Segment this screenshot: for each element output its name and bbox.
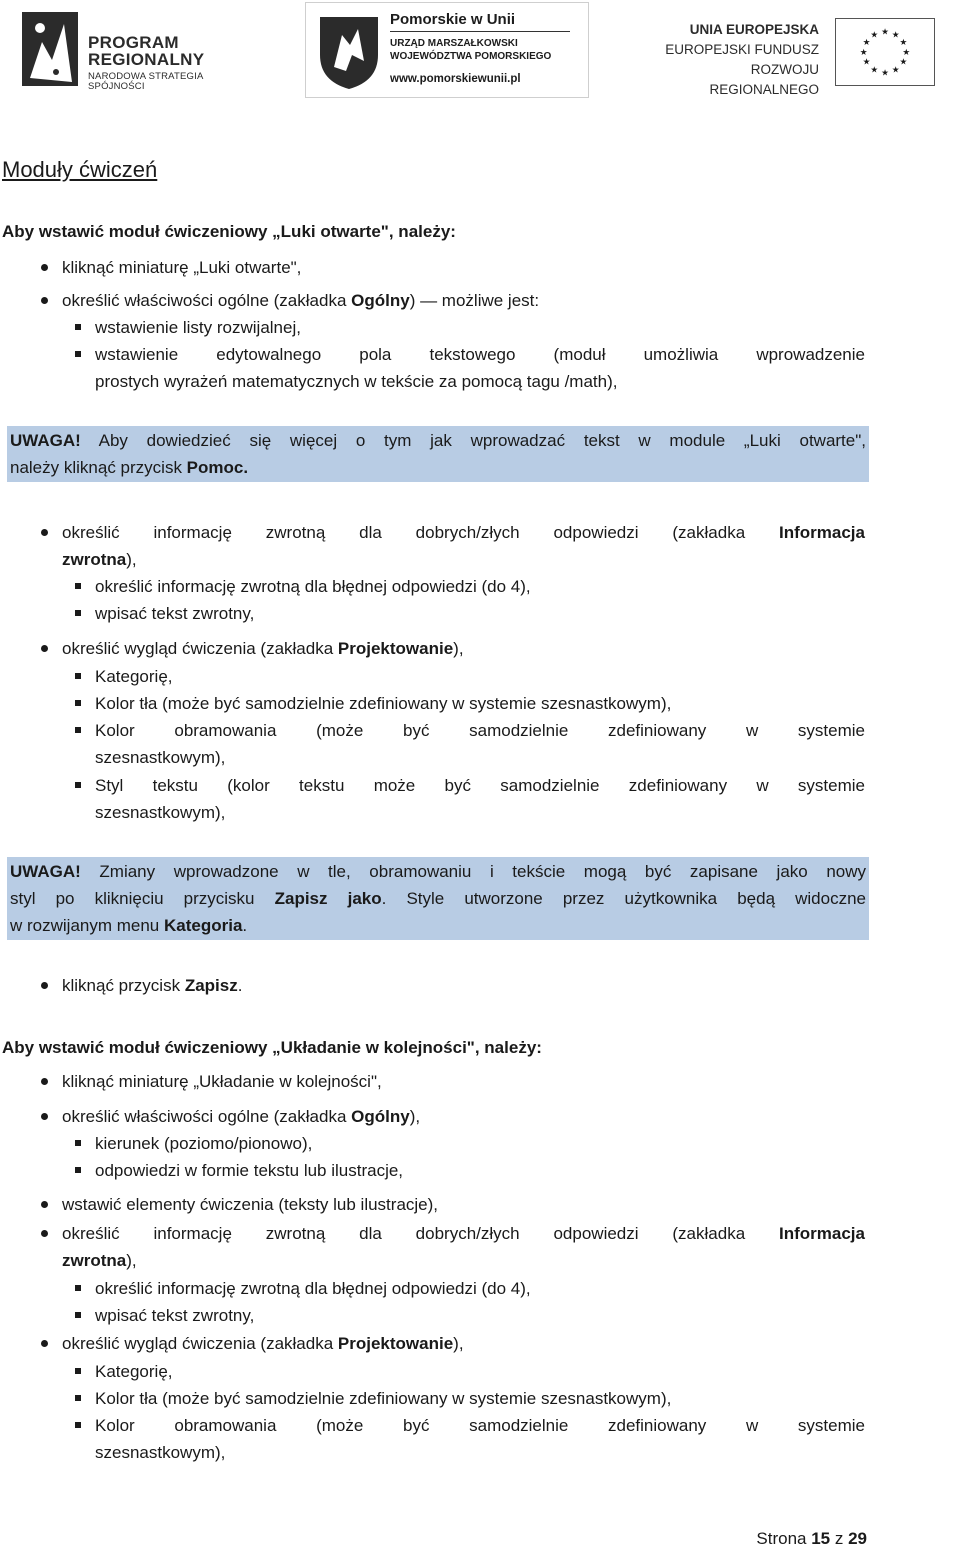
program-regionalny-logo <box>22 12 252 92</box>
s2-list-item-feedback-line2: zwrotna), <box>62 1251 137 1270</box>
eu-flag-icon <box>835 18 935 86</box>
note-box-styles <box>7 857 869 940</box>
s2-list-item-general-properties: określić właściwości ogólne (zakładka Ogólny), <box>62 1107 421 1126</box>
s1-subitem-category: Kategorię, <box>95 667 173 686</box>
bullet-square-icon <box>75 1422 81 1428</box>
note2-line3: w rozwijanym menu Kategoria. <box>10 916 248 935</box>
s1-subitem-feedback-text: wpisać tekst zwrotny, <box>95 604 255 623</box>
s1-subitem-dropdown: wstawienie listy rozwijalnej, <box>95 318 301 337</box>
note2-line1: UWAGA! Zmiany wprowadzone w tle, obramowaniu i tekście mogą być zapisane jako nowy <box>10 862 866 881</box>
section2-heading: Aby wstawić moduł ćwiczeniowy „Układanie w kolejności", należy: <box>2 1038 542 1057</box>
bullet-dot-icon <box>41 529 48 536</box>
program-logo-line3: NARODOWA STRATEGIA SPÓJNOŚCI <box>88 71 203 92</box>
s1-subitem-border-color-line1: Kolor obramowania (może być samodzielnie zdefiniowany w systemie <box>95 721 865 740</box>
section1-heading: Aby wstawić moduł ćwiczeniowy „Luki otwarte", należy: <box>2 222 456 241</box>
program-regionalny-emblem-icon <box>22 12 82 88</box>
svg-text:★: ★ <box>881 68 889 79</box>
bullet-square-icon <box>75 1312 81 1318</box>
bullet-square-icon <box>75 700 81 706</box>
s2-subitem-answers-form: odpowiedzi w formie tekstu lub ilustracje, <box>95 1161 404 1180</box>
s2-subitem-category: Kategorię, <box>95 1362 173 1381</box>
bullet-dot-icon <box>41 1078 48 1085</box>
bullet-square-icon <box>75 1167 81 1173</box>
bullet-square-icon <box>75 324 81 330</box>
program-logo-line1: PROGRAM <box>88 33 179 52</box>
svg-text:★: ★ <box>891 30 900 41</box>
svg-text:★: ★ <box>899 38 908 49</box>
bullet-square-icon <box>75 727 81 733</box>
pomorskie-logo-url: www.pomorskiewunii.pl <box>390 73 521 85</box>
s1-list-item-feedback-line2: zwrotna), <box>62 550 137 569</box>
s1-list-item-design: określić wygląd ćwiczenia (zakładka Projektowanie), <box>62 639 464 658</box>
bullet-square-icon <box>75 583 81 589</box>
s2-list-item-elements: wstawić elementy ćwiczenia (teksty lub ilustracje), <box>62 1195 439 1214</box>
bullet-square-icon <box>75 673 81 679</box>
bullet-dot-icon <box>41 1230 48 1237</box>
s1-list-item-feedback-line1: określić informację zwrotną dla dobrych/złych odpowiedzi (zakładka Informacja <box>62 523 865 542</box>
pomorskie-logo-divider <box>390 31 570 32</box>
s2-subitem-background-color: Kolor tła (może być samodzielnie zdefiniowany w systemie szesnastkowym), <box>95 1389 672 1408</box>
s1-list-item-general-properties: określić właściwości ogólne (zakładka Ogólny) — możliwe jest: <box>62 291 540 310</box>
svg-text:★: ★ <box>859 47 868 58</box>
bullet-square-icon <box>75 782 81 788</box>
unia-europejska-logo <box>645 18 945 97</box>
s2-subitem-border-color-line1: Kolor obramowania (może być samodzielnie zdefiniowany w systemie <box>95 1416 865 1435</box>
svg-text:★: ★ <box>891 65 900 76</box>
svg-text:★: ★ <box>870 30 879 41</box>
bullet-square-icon <box>75 1285 81 1291</box>
bullet-square-icon <box>75 1395 81 1401</box>
bullet-dot-icon <box>41 297 48 304</box>
page-number: Strona 15 z 29 <box>756 1529 867 1548</box>
bullet-dot-icon <box>41 645 48 652</box>
s2-subitem-wrong-feedback: określić informację zwrotną dla błędnej odpowiedzi (do 4), <box>95 1279 531 1298</box>
s1-subitem-textfield-line1: wstawienie edytowalnego pola tekstowego (moduł umożliwia wprowadzenie <box>95 345 865 364</box>
svg-text:★: ★ <box>862 38 871 49</box>
s1-subitem-wrong-feedback: określić informację zwrotną dla błędnej odpowiedzi (do 4), <box>95 577 531 596</box>
pomorskie-logo-title: Pomorskie w Unii <box>390 11 516 28</box>
svg-text:★: ★ <box>862 57 871 68</box>
s2-list-item-feedback-line1: określić informację zwrotną dla dobrych/złych odpowiedzi (zakładka Informacja <box>62 1224 865 1243</box>
eu-logo-line3: ROZWOJU REGIONALNEGO <box>709 62 819 97</box>
bullet-dot-icon <box>41 1113 48 1120</box>
s1-list-item-save: kliknąć przycisk Zapisz. <box>62 976 243 995</box>
svg-text:★: ★ <box>899 57 908 68</box>
document-title: Moduły ćwiczeń <box>2 157 158 182</box>
note1-line1: UWAGA! Aby dowiedzieć się więcej o tym jak wprowadzać tekst w module „Luki otwarte", <box>10 431 866 450</box>
bullet-dot-icon <box>41 982 48 989</box>
s2-list-item-thumbnail: kliknąć miniaturę „Układanie w kolejności", <box>62 1072 382 1091</box>
griffin-crest-icon <box>312 11 386 91</box>
bullet-dot-icon <box>41 1201 48 1208</box>
s2-subitem-border-color-line2: szesnastkowym), <box>95 1443 226 1462</box>
bullet-dot-icon <box>41 1340 48 1347</box>
bullet-dot-icon <box>41 264 48 271</box>
note2-line2: styl po kliknięciu przycisku Zapisz jako. Style utworzone przez użytkownika będą widoczne <box>10 889 866 908</box>
s1-subitem-background-color: Kolor tła (może być samodzielnie zdefiniowany w systemie szesnastkowym), <box>95 694 672 713</box>
pomorskie-w-unii-logo <box>305 2 589 98</box>
bullet-square-icon <box>75 1140 81 1146</box>
bullet-square-icon <box>75 1368 81 1374</box>
s1-subitem-border-color-line2: szesnastkowym), <box>95 748 226 767</box>
s1-list-item-thumbnail: kliknąć miniaturę „Luki otwarte", <box>62 258 302 277</box>
bullet-square-icon <box>75 610 81 616</box>
s1-subitem-text-style-line2: szesnastkowym), <box>95 803 226 822</box>
svg-text:★: ★ <box>902 47 911 58</box>
svg-text:★: ★ <box>870 65 879 76</box>
note1-line2: należy kliknąć przycisk Pomoc. <box>10 458 249 477</box>
s1-subitem-text-style-line1: Styl tekstu (kolor tekstu może być samodzielnie zdefiniowany w systemie <box>95 776 865 795</box>
s2-list-item-design: określić wygląd ćwiczenia (zakładka Projektowanie), <box>62 1334 464 1353</box>
bullet-square-icon <box>75 351 81 357</box>
s2-subitem-direction: kierunek (poziomo/pionowo), <box>95 1134 313 1153</box>
eu-logo-line2: EUROPEJSKI FUNDUSZ <box>665 42 819 57</box>
pomorskie-logo-line2: WOJEWÓDZTWA POMORSKIEGO <box>390 51 552 62</box>
s1-subitem-textfield-line2: prostych wyrażeń matematycznych w tekście za pomocą tagu /math), <box>95 372 618 391</box>
pomorskie-logo-line1: URZĄD MARSZAŁKOWSKI <box>390 38 518 49</box>
note-box-help <box>7 426 869 482</box>
svg-text:★: ★ <box>881 27 889 38</box>
s2-subitem-feedback-text: wpisać tekst zwrotny, <box>95 1306 255 1325</box>
program-logo-line2: REGIONALNY <box>88 50 205 69</box>
eu-logo-line1: UNIA EUROPEJSKA <box>689 22 819 37</box>
